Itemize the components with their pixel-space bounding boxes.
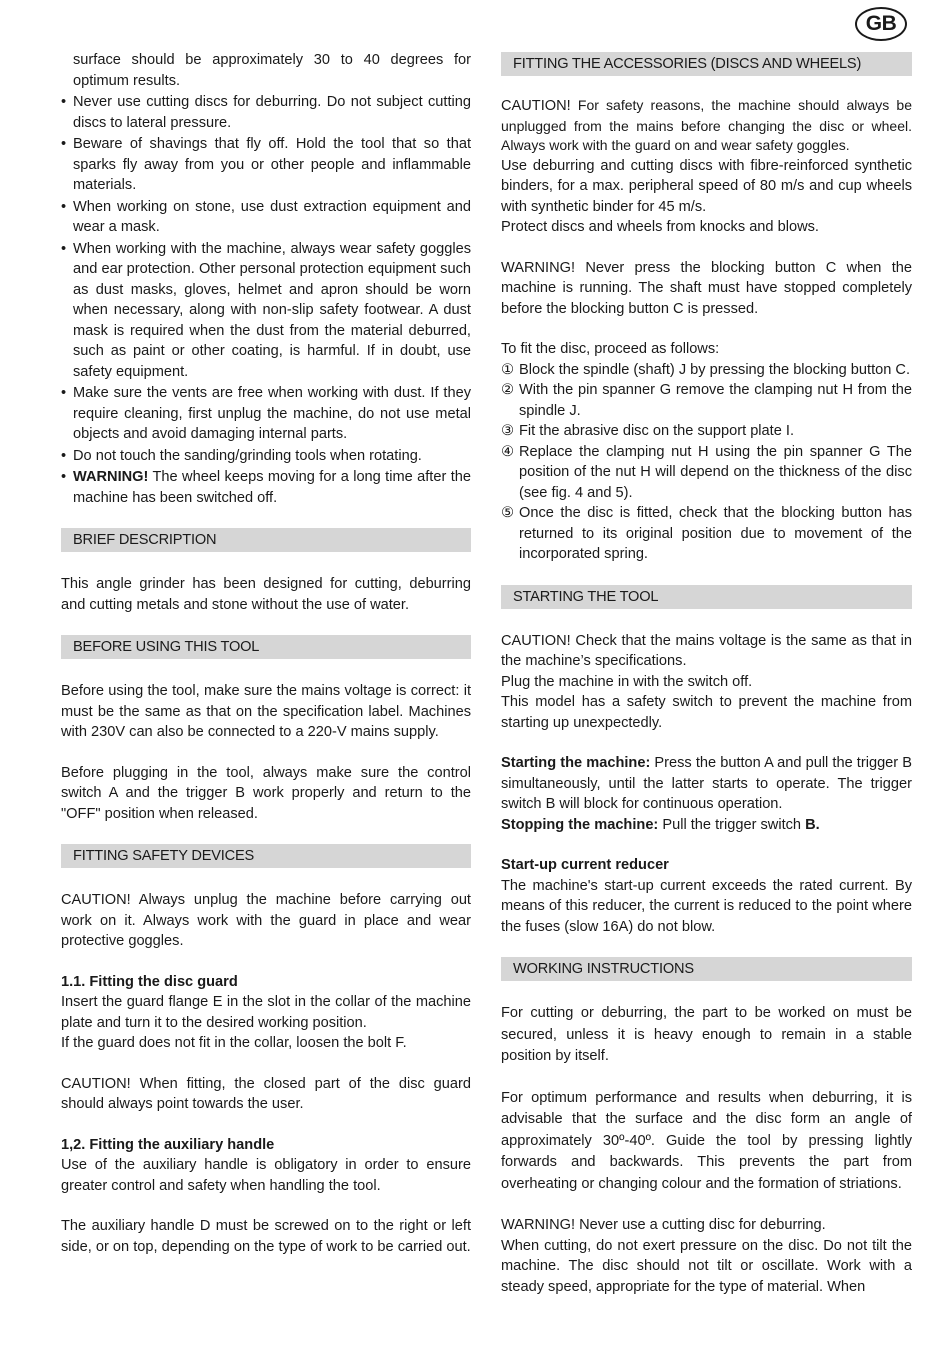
- text-run: Never press the blocking button: [575, 259, 826, 276]
- part-letter: C: [895, 361, 906, 378]
- working-warning-paragraph: [501, 1215, 912, 1236]
- bullet-item: • Do not touch the sanding/grinding tools when rotating.: [61, 446, 471, 467]
- subheading-current-reducer: Start-up current reducer: [501, 857, 669, 873]
- bullet-item: • When working with the machine, always wear safety goggles and ear protection. Other personal protection equipment such as dust masks, gloves, helmet and apron should be worn when necessary, along with non-slip safety footwear. A dust mask is required when the dust from the material deburred, such as paint or other coating, is harmful. If in doubt, use safety equipment.: [61, 239, 471, 383]
- subheading-auxiliary-handle: 1,2. Fitting the auxiliary handle: [61, 1136, 275, 1153]
- text-run: Pull the trigger switch: [658, 816, 806, 833]
- auxiliary-handle-paragraph: Use of the auxiliary handle is obligatory in order to ensure greater control and safety when handling the tool.: [61, 1157, 471, 1194]
- part-letter: G: [659, 382, 672, 398]
- text-run: If the guard does not fit in the collar, loosen the bolt: [61, 1035, 396, 1051]
- text-run: remove the clamping nut: [671, 382, 843, 398]
- text-run: Fit the abrasive disc on the support plate: [519, 423, 786, 439]
- section-heading-fitting-safety: FITTING SAFETY DEVICES: [61, 844, 471, 868]
- subheading-disc-guard: 1.1. Fitting the disc guard: [61, 973, 238, 990]
- right-column: [501, 50, 912, 1297]
- text-run: Before plugging in the tool, always make sure the control switch: [61, 764, 471, 801]
- text-run: The auxiliary handle: [61, 1218, 200, 1234]
- fit-disc-step: [501, 442, 912, 504]
- fit-disc-step: [501, 503, 912, 565]
- fit-disc-step: [501, 360, 912, 381]
- fit-disc-step: [501, 421, 912, 442]
- part-letter: C: [825, 259, 837, 276]
- bullet-text: The wheel keeps moving for a long time after the machine has been switched off.: [73, 469, 471, 506]
- text-run: in the slot in the collar of the machine plate and turn it to the desired working position.: [61, 994, 471, 1031]
- section-heading-working-instructions: WORKING INSTRUCTIONS: [501, 957, 912, 981]
- before-plugging-paragraph: [61, 763, 471, 825]
- warning-label: WARNING!: [501, 1217, 576, 1233]
- starting-label: Starting the machine:: [501, 755, 651, 771]
- stopping-label: Stopping the machine:: [501, 816, 659, 833]
- bullet-item: • When working on stone, use dust extraction equipment and wear a mask.: [61, 197, 471, 238]
- before-using-paragraph: Before using the tool, make sure the mains voltage is correct: it must be the same as that on the specification label. Machines with 230V can also be connected to a 220-V mains supply.: [61, 683, 471, 740]
- part-letter: B: [235, 785, 246, 801]
- text-run: Replace the clamping nut: [519, 443, 699, 460]
- part-letter: G: [869, 443, 881, 460]
- caution-label: CAUTION!: [501, 632, 571, 649]
- language-badge: GB: [855, 7, 907, 41]
- bullet-item: [61, 467, 471, 508]
- caution-label: CAUTION!: [501, 98, 571, 114]
- text-run: from the spindle: [519, 382, 912, 419]
- section-heading-fitting-accessories: FITTING THE ACCESSORIES (DISCS AND WHEELS): [501, 52, 912, 76]
- text-run: Check that the mains voltage is the same as that in the machine’s specifications.: [501, 632, 912, 669]
- caution-label: CAUTION!: [61, 1075, 131, 1092]
- warning-label: WARNING!: [73, 469, 149, 485]
- part-letter: A: [108, 785, 118, 801]
- disc-guard-paragraph: [61, 992, 471, 1033]
- text-run: and pull the trigger: [773, 755, 903, 771]
- text-run: The position of the nut: [519, 443, 912, 480]
- plug-in-paragraph: Plug the machine in with the switch off.: [501, 673, 753, 690]
- bullet-item: • Make sure the vents are free when working with dust. If they require cleaning, first unplug the machine, do not use metal objects and avoid damaging internal parts.: [61, 383, 471, 445]
- fit-disc-intro: To fit the disc, proceed as follows:: [501, 341, 720, 357]
- part-letter: J: [678, 361, 687, 378]
- text-run: and the trigger: [117, 785, 236, 801]
- text-run: Insert the guard flange: [61, 994, 213, 1010]
- text-run: Block the spindle (shaft): [519, 361, 679, 378]
- text-run: using the pin spanner: [708, 443, 870, 460]
- text-run: .: [789, 423, 795, 439]
- text-run: .: [576, 402, 581, 419]
- text-run: When fitting, the closed part of the disc guard should always point towards the user.: [61, 1075, 471, 1112]
- part-letter: D: [199, 1218, 211, 1234]
- section-heading-brief-description: BRIEF DESCRIPTION: [61, 528, 471, 552]
- starting-machine-paragraph: [501, 753, 912, 815]
- text-run: Press the button: [650, 755, 765, 771]
- accessories-discs-paragraph: Use deburring and cutting discs with fibre-reinforced synthetic binders, for a max. peripheral speed of 80 m/s and cup wheels with synthetic binder for 45 m/s.: [501, 157, 912, 215]
- left-column: [61, 50, 471, 1257]
- fit-disc-steps: [501, 360, 912, 565]
- step-number: ④: [501, 443, 515, 460]
- warning-label: WARNING!: [501, 259, 576, 276]
- disc-guard-bolt-paragraph: [61, 1033, 471, 1054]
- bullet-item: • Beware of shavings that fly off. Hold the tool that so that sparks fly away from you or other people and inflammable materials.: [61, 134, 471, 196]
- working-deburring-paragraph: For optimum performance and results when deburring, it is advisable that the surface and the disc form an angle of approximately 30º-40º. Guide the tool by pressing lightly forwards and backwards. This prevents the part from overheating or changing colour and the formation of striations.: [501, 1089, 912, 1192]
- step-number: ⑤: [501, 505, 515, 521]
- text-run: by pressing the blocking button: [686, 361, 896, 378]
- text-run: Never use a cutting disc for deburring.: [575, 1217, 826, 1233]
- text-run: must be screwed on to the right or left side, or on top, depending on the type of work to be carried out.: [61, 1218, 471, 1255]
- safety-caution-paragraph: [61, 890, 471, 952]
- text-run: when the machine is running. The shaft must have stopped completely before the blocking button: [501, 259, 912, 317]
- text-run: simultaneously, until the latter starts to operate. The trigger switch: [501, 775, 912, 812]
- auxiliary-handle-mount-paragraph: [61, 1216, 471, 1257]
- part-letter: J: [569, 402, 577, 419]
- part-letter: H: [842, 382, 854, 398]
- working-secure-paragraph: For cutting or deburring, the part to be worked on must be secured, unless it is heavy enough to remain in a stable position by itself.: [501, 1005, 912, 1064]
- text-run: will block for continuous operation.: [555, 796, 783, 812]
- part-letter: E: [212, 994, 223, 1010]
- text-run: .: [905, 361, 911, 378]
- text-run: Always unplug the machine before carrying out work on it. Always work with the guard in place and wear protective goggles.: [61, 892, 471, 949]
- blocking-warning-paragraph: [501, 258, 912, 320]
- part-letter: A: [764, 755, 774, 771]
- text-run: Once the disc is fitted, check that the blocking button has returned to its original position due to movement of the incorporated spring.: [519, 505, 912, 562]
- current-reducer-paragraph: The machine's start-up current exceeds the rated current. By means of this reducer, the current is reduced to the point where the fuses (slow 16A) do not blow.: [501, 877, 912, 935]
- part-letter: C: [673, 300, 684, 317]
- text-run: work properly and return to the "OFF" position when released.: [61, 785, 472, 822]
- step-number: ③: [501, 423, 515, 439]
- text-run: For safety reasons, the machine should always be unplugged from the mains before changing the disc or wheel. Always work with the guard on and wear safety goggles.: [501, 97, 912, 153]
- bullet-item: surface should be approximately 30 to 40 degrees for optimum results.: [73, 52, 471, 89]
- guard-caution-paragraph: [61, 1074, 471, 1115]
- bullet-item: • Never use cutting discs for deburring. Do not subject cutting discs to lateral pressure.: [61, 92, 471, 133]
- step-number: ①: [501, 361, 515, 378]
- step-number: ②: [501, 382, 515, 398]
- caution-label: CAUTION!: [61, 892, 131, 908]
- fit-disc-step: [501, 380, 912, 421]
- text-run: .: [402, 1035, 407, 1051]
- part-letter: H: [640, 464, 651, 480]
- part-letter: B: [545, 796, 556, 812]
- stopping-machine-paragraph: [501, 815, 912, 836]
- part-letter: F: [395, 1035, 403, 1051]
- text-run: will depend on the thickness of the disc (see fig. 4 and 5).: [519, 464, 913, 501]
- safety-switch-paragraph: This model has a safety switch to prevent the machine from starting up unexpectedly.: [501, 694, 912, 731]
- section-heading-starting-tool: STARTING THE TOOL: [501, 585, 912, 609]
- working-cutting-paragraph: When cutting, do not exert pressure on the disc. Do not tilt the machine. The disc should not tilt or oscillate. Work with a steady speed, appropriate for the type of material. When: [501, 1237, 912, 1295]
- text-run: With the pin spanner: [519, 382, 660, 398]
- text-run: is pressed.: [683, 300, 759, 317]
- brief-description-text: This angle grinder has been designed for cutting, deburring and cutting metals and stone without the use of water.: [61, 576, 471, 613]
- part-letter: I: [785, 423, 790, 439]
- safety-bullet-list: [61, 50, 471, 508]
- part-letter: B.: [805, 816, 820, 833]
- part-letter: H: [698, 443, 709, 460]
- part-letter: B: [902, 755, 912, 771]
- accessories-caution-paragraph: [501, 96, 912, 156]
- section-heading-before-using: BEFORE USING THIS TOOL: [61, 635, 471, 659]
- starting-caution-paragraph: [501, 631, 912, 672]
- accessories-protect-paragraph: Protect discs and wheels from knocks and blows.: [501, 219, 819, 235]
